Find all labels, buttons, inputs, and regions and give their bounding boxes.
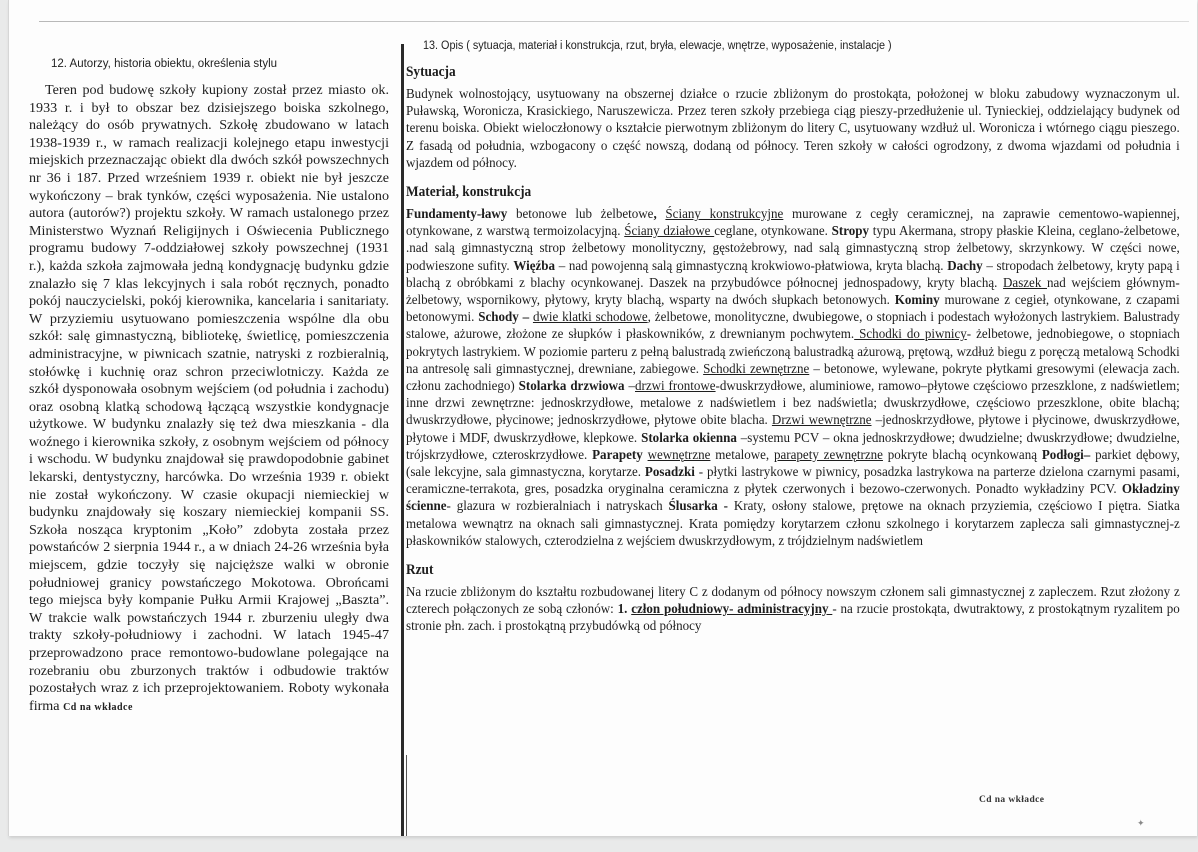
continued-note-right: Cd na wkładce (979, 795, 1045, 805)
history-paragraph (29, 82, 389, 716)
left-column (29, 58, 389, 716)
section-12-heading: 12. Autorzy, historia obiektu, określenia stylu (51, 58, 278, 70)
text-run: , (653, 207, 666, 223)
text-run: Fundamenty-ławy (406, 207, 508, 223)
text-run: – betonowe, wylewane, pokryte płytkami gresowymi (elewacja zach. członu zachodniego) (406, 361, 1180, 395)
text-run: – nad powojenną salą gimnastyczną krokwiowo-płatwiowa, kryta blachą. (555, 258, 948, 274)
material-paragraph (406, 206, 1180, 550)
text-run: Drzwi wewnętrzne (771, 413, 872, 429)
sytuacja-paragraph: Budynek wolnostojący, usytuowany na obszernej działce o rzucie zbliżonym do prostokąta, położonej w bloku zabudowy wyznaczonym ul. Puławską, Woronicza, Krasickiego, Naruszewicza. Przez teren szkoły przebiega ciąg pieszy-przedłużenie ul. Tynieckiej, oddzielający budynek od terenu boiska. Obiekt wieloczłonowy o kształcie pierwotnym zbliżonym do litery C, usytuowany wzdłuż ul. Woronicza i wtórnego ciągu pieszego. Z fasadą od południa, wzbogacony o część nowszą, dodaną od północy. Teren szkoły w całości ogrodzony, z dwoma wjazdami od południa i wjazdem od północy. (406, 87, 1180, 171)
continued-note-left: Cd na wkładce (63, 701, 133, 713)
text-run: betonowe lub żelbetowe (507, 207, 654, 223)
text-run: –jednoskrzydłowe, płytowe i płycinowe, dwuskrzydłowe, płytowe i MDF, dwuskrzydłowe, klepkowe. (406, 413, 1180, 446)
text-run: Daszek (1003, 275, 1047, 291)
text-run: Posadzki (644, 465, 695, 481)
text-run: - na rzucie prostokąta, dwutraktowy, z prostokątnym ryzalitem po stronie płn. zach. i prostokątną przybudówką od północy (406, 602, 1180, 635)
text-run: - glazura w rozbieralniach i natryskach (446, 499, 669, 515)
text-run: Kominy (894, 293, 940, 309)
text-run: -dwuskrzydłowe, aluminiowe, ramowo–płytowe częściowo przeszklone, z nadświetlem; inne drzwi zewnętrzne: jednoskrzydłowe, metalowe z nadświetlem i bez nadświetla; dwuskrzydłowe, częściowo przeszklone, obite blachą; dwuskrzydłowe, płycinowe; jednoskrzydłowe, płytowe obite blacha. (406, 379, 1180, 429)
scan-speck: ✦ (1137, 818, 1145, 828)
text-run: typu Akermana, stropy płaskie Kleina, ceglano-żelbetowe, .nad salą gimnastyczną strop żelbetowy monolityczny, gęstożebrowy, nad salą gimnastyczną strop żelbetowy, skrzynkowy. W części nowe, podwieszone sufity. (406, 224, 1180, 274)
text-run: pokryte blachą ocynkowaną (882, 447, 1042, 463)
text-run: parapety zewnętrzne (774, 447, 883, 463)
text-run: –systemu PCV – okna jednoskrzydłowe; dwudzielne; dwuskrzydłowe; dwudzielne, trójskrzydłowe, czteroskrzydłowe. (406, 430, 1180, 463)
text-run: Dachy (947, 258, 983, 274)
document-page (8, 0, 1197, 836)
column-divider (401, 44, 404, 836)
text-run: Parapety (592, 447, 643, 463)
text-run: Ślusarka - (668, 499, 728, 515)
text-run: nad wejściem głównym- żelbetowy, wspornikowy, płytowy, kryty blachą, wsparty na dwóch słupkach betonowych. (406, 275, 1180, 309)
subsection-title-sytuacja: Sytuacja (406, 64, 456, 80)
subsection-title-rzut: Rzut (406, 562, 434, 579)
text-run: Ściany konstrukcyjne (665, 207, 784, 223)
text-run: Na rzucie zbliżonym do kształtu rozbudowanej litery C z dodanym od północy nowszym członem sali gimnastycznej z zapleczem. Rzut złożony z czterech połączonych ze sobą członów: (406, 585, 1180, 618)
text-run: 1. (617, 602, 632, 618)
text-run: ceglane, otynkowane. (714, 224, 832, 240)
text-run: Schodki zewnętrzne (703, 361, 810, 377)
text-run: metalowe, (710, 447, 775, 463)
text-run: , żelbetowe, monolityczne, dwubiegowe, o stopniach i podestach wyłożonych lastrykiem. Balustrady stalowe, ażurowe, złożone ze słupków i płaskowników, z drewnianym pochwytem. (406, 310, 1180, 343)
rzut-paragraph (406, 584, 1180, 636)
text-run: dwie klatki schodowe (532, 310, 648, 326)
text-run: Stolarka drzwiowa (518, 379, 625, 395)
text-run: drzwi frontowe (634, 379, 716, 395)
text-run: - płytki lastrykowe w piwnicy, posadzka lastrykowa na parterze dzielona czarnymi pasami, ceramiczne-terrakota, gres, posadzka oryginalna ceramiczna z płytek czerwonych i bezowo-czerwonych. Ponadto wykładziny PCV. (406, 465, 1180, 498)
text-run: Schodki do piwnicy (854, 327, 967, 343)
top-rule (39, 21, 1189, 22)
text-run: człon południowy- administracyjny (631, 602, 833, 618)
text-run: Schody – (478, 310, 533, 326)
text-run: Kraty, osłony stalowe, prętowe na oknach przyziemia, częściowo I piętra. Siatka metalowa wewnątrz na oknach sali gimnastycznej. Krata pomiędzy korytarzem członu szkolnego i korytarzem zaplecza sali gimnastycznej-z płaskowników stalowych, czterodzielna z wejściem dwuskrzydłowym, z trójdzielnym nadświetlem (406, 499, 1180, 549)
history-text: Teren pod budowę szkoły kupiony został przez miasto ok. 1933 r. i był to obszar bez dzisiejszego boiska szkolnego, należący do osób prywatnych. Szkołę zbudowano w latach 1938-1939 r., w ramach realizacji kolejnego etapu inwestycji miejskich przeznaczając obiekt dla dwóch szkół powszechnych nr 36 i 187. Przed wrześniem 1939 r. obiekt nie był jeszcze wykończony – brak tynków, części wyposażenia. Nie ustalono autora (autorów?) projektu szkoły. W ramach ustalonego przez Ministerstwo Wyznań Religijnych i Oświecenia Publicznego programu budowy 7-oddziałowej szkoły powszechnej (1931 r.), każda szkoła zajmowała jedną kondygnację budynku gdzie znalazło się 7 klas lekcyjnych i sala robót ręcznych, ponadto pokój nauczycielski, pokój kierownika, kancelaria i sanitariaty. W przyziemiu usytuowano pomieszczenia wspólne dla obu szkół: salę gimnastyczną, bibliotekę, świetlicę, pomieszczenia administracyjne, w piwnicach szatnie, natryski z rozbieralnią, stołówkę i kuchnię oraz schron przeciwlotniczy. Każda ze szkół dysponowała osobnym wejściem (od południa i zachodu) oraz osobną klatką schodową łączącą wszystkie kondygnacje użytkowe. W budynku znalazły się też dwa mieszkania - dla woźnego i kierownika szkoły, z osobnym wejściem od północy i wschodu. W budynku znajdował się prawdopodobnie gabinet lekarski, dentystyczny, harcówka. Do września 1939 r. obiekt nie został wykończony. W czasie okupacji niemieckiej w budynku znajdowały się koszary niemieckiej kompanii SS. Szkoła nosząca kryptonim „Koło” zdobyta została przez powstańców 2 sierpnia 1944 r., a w dniach 24-26 września była miejscem, gdzie toczyły się najcięższe walki w obronie południowej granicy powstańczego Mokotowa. Obrońcami tego miejsca były kompanie Pułku Armii Krajowej „Baszta”. W trakcie walk powstańczych 1944 r. zburzeniu uległy dwa trakty szkoły-południowy i zachodni. W latach 1945-47 przeprowadzono prace remontowo-budowlane polegające na rozebraniu obu zburzonych traktów i odbudowie traktów pozostałych wraz z ich przeprojektowaniem. Roboty wykonała firma (29, 82, 389, 714)
text-run: – (624, 379, 635, 395)
text-run: Stropy (831, 224, 870, 240)
text-run: - żelbetowe, jednobiegowe, o stopniach pokrytych lastrykiem. W poziomie parteru z pełną balustradą zwieńczoną balustradką ażurową, prętową, wzdłuż biegu z poręczą metalową Schodki na antresolę sali gimnastycznej, drewniane, zabiegowe. (406, 327, 1180, 377)
section-13-heading: 13. Opis ( sytuacja, materiał i konstrukcja, rzut, bryła, elewacje, wnętrze, wyposażenie, instalacje ) (423, 40, 892, 52)
column-divider-secondary (406, 755, 407, 836)
text-run: Okładziny ścienne (406, 482, 1180, 515)
text-run: – stropodach żelbetowy, kryty papą i blachą z obróbkami z blachy ocynkowanej. Daszek na przybudówce północnej jednospadowy, kryty blachą. (406, 258, 1180, 291)
text-run: Stolarka okienna (641, 430, 737, 446)
right-column (406, 40, 1180, 648)
text-run: Więźba (513, 258, 556, 274)
text-run: Ściany działowe (624, 224, 715, 240)
text-run: murowane z cegły ceramicznej, na zaprawie cementowo-wapiennej, otynkowane, z warstwą termoizolacyjną. (406, 207, 1180, 240)
subsection-title-material: Materiał, konstrukcja (406, 184, 532, 201)
text-run: Podłogi– (1041, 447, 1091, 463)
text-run: parkiet dębowy, (sale lekcyjne, sala gimnastyczna, korytarze. (406, 447, 1180, 481)
text-run: murowane z cegieł, otynkowane, z czapami betonowymi. (406, 293, 1180, 326)
text-run: wewnętrzne (647, 447, 711, 463)
